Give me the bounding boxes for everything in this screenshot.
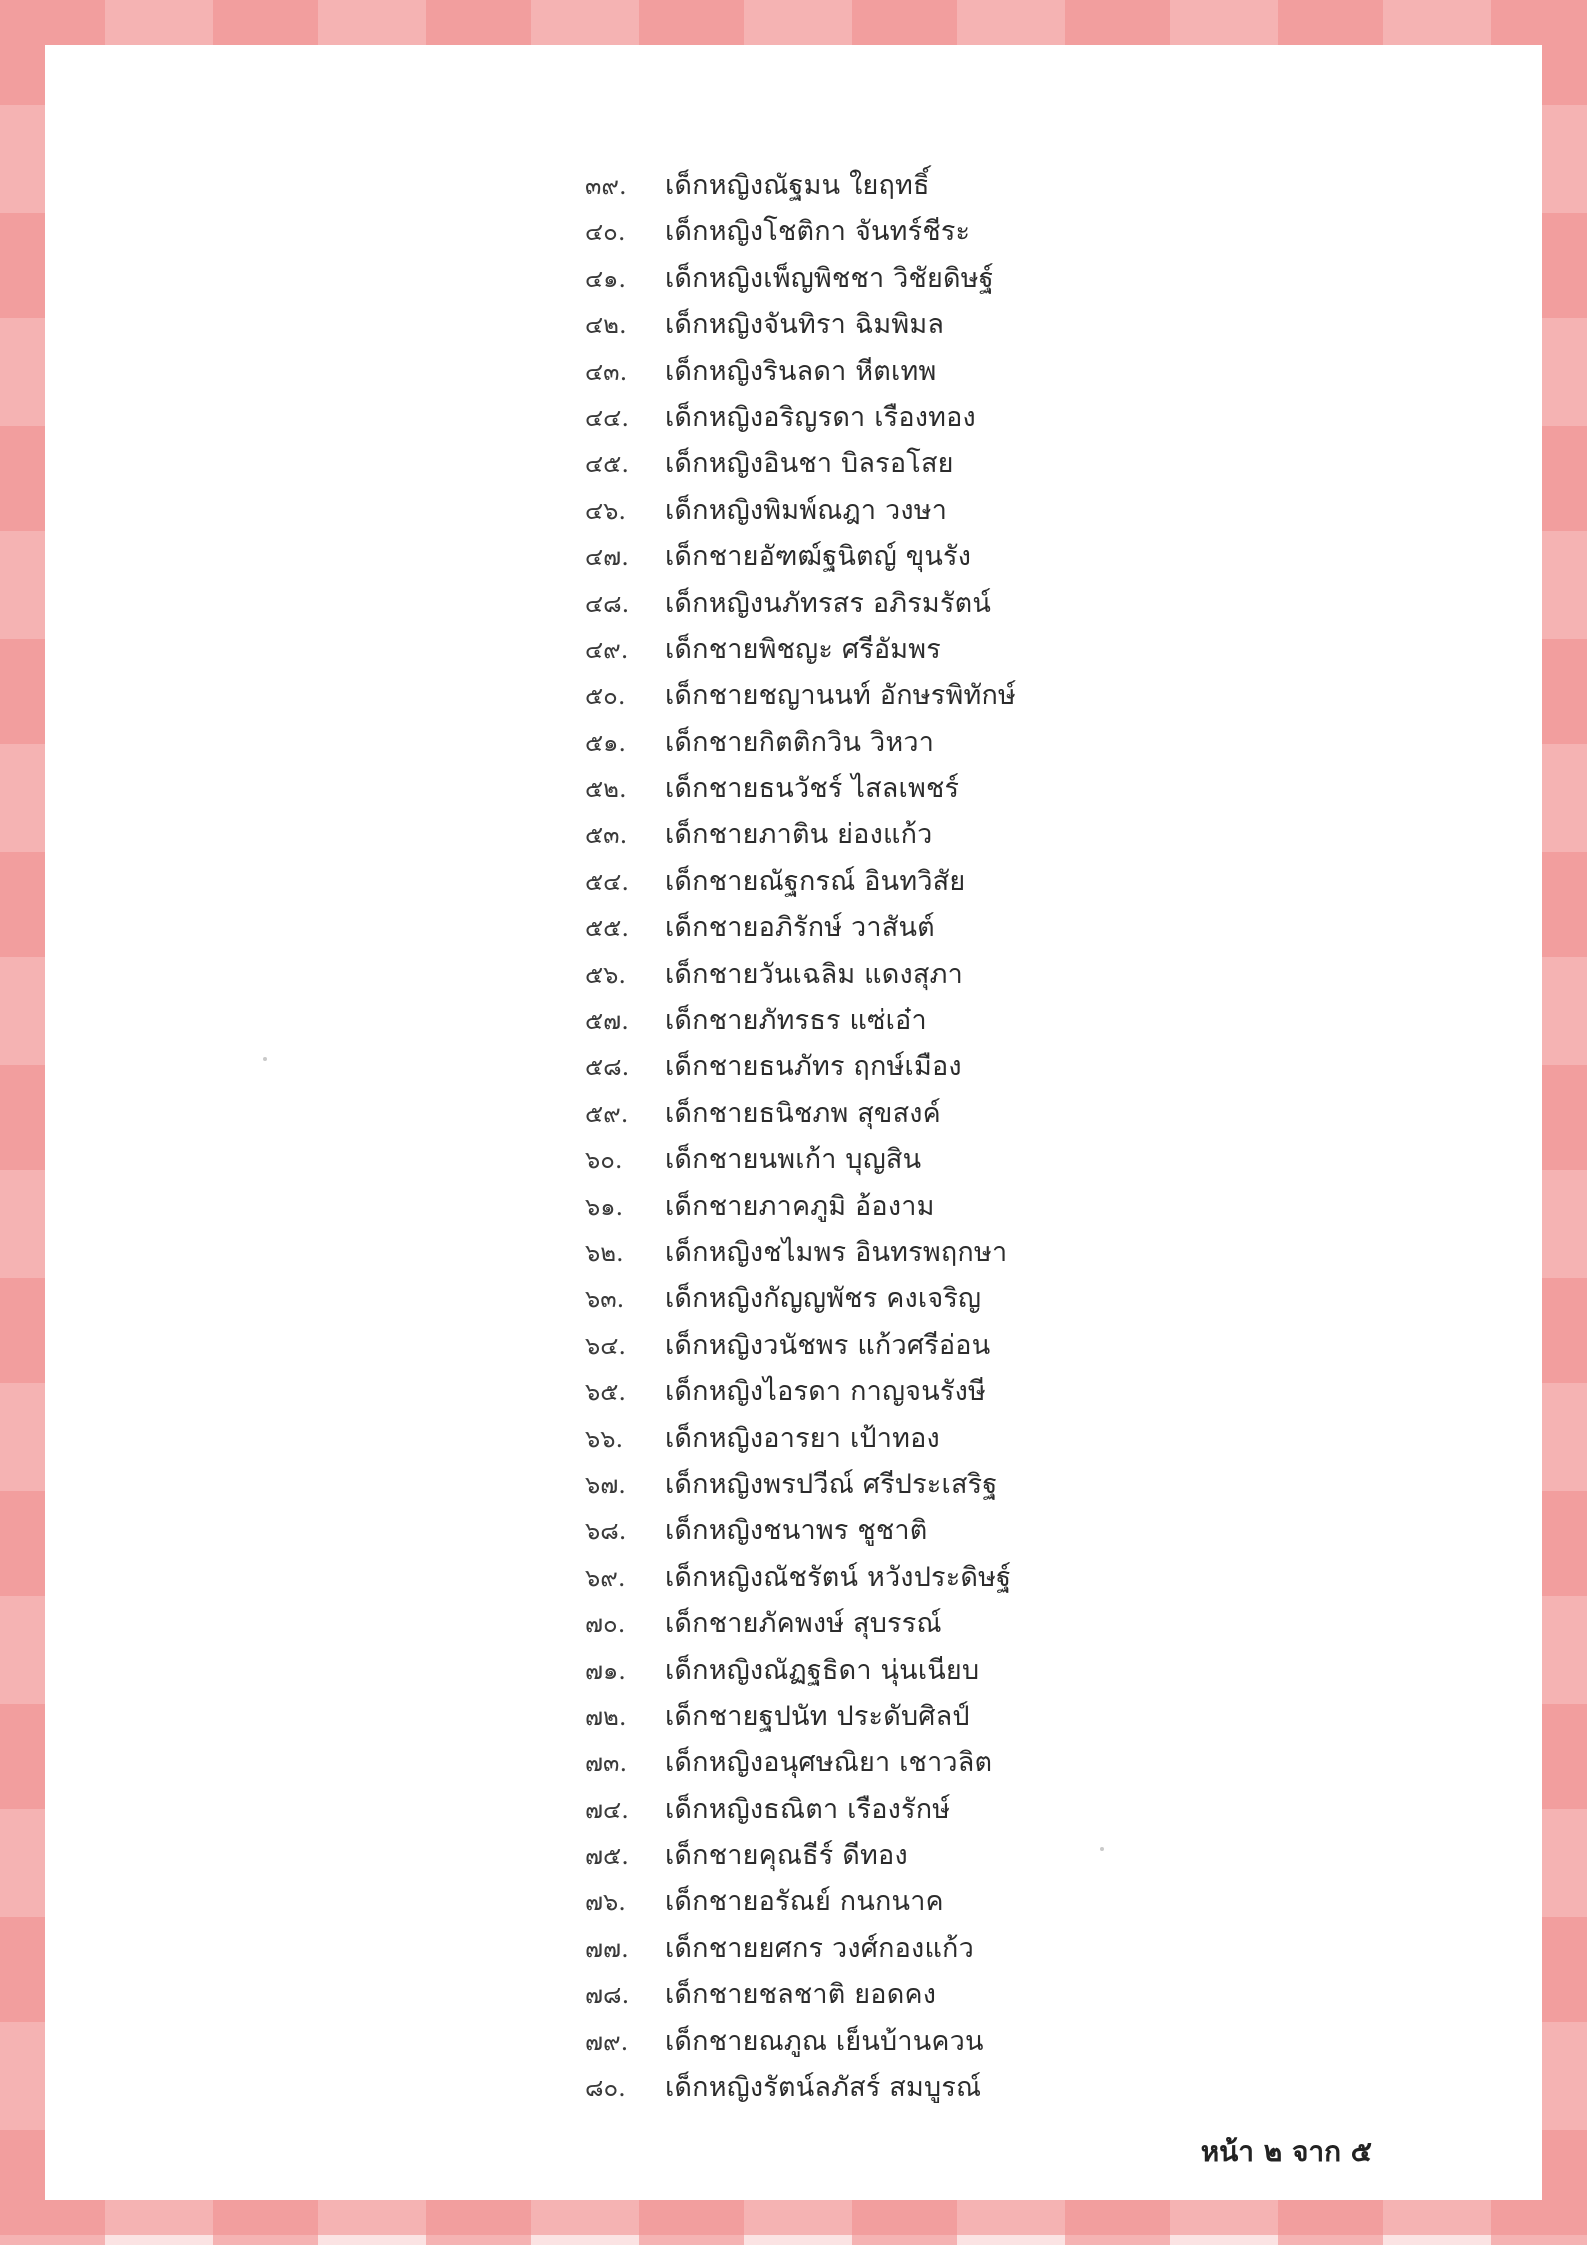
list-item	[585, 1601, 1016, 1647]
list-item-number: ๕๔.	[585, 867, 629, 896]
list-item-number: ๗๐.	[585, 1610, 626, 1639]
list-item-name: เด็กหญิงอินชา บิลรอโสย	[665, 448, 954, 480]
list-item-name: เด็กหญิงชไมพร อินทรพฤกษา	[665, 1236, 1008, 1268]
list-item-number: ๔๓.	[585, 357, 628, 386]
list-item-number: ๔๑.	[585, 264, 627, 293]
list-item-name: เด็กหญิงอนุศษณิยา เชาวลิต	[665, 1747, 993, 1779]
list-item-name: เด็กหญิงนภัทรสร อภิรมรัตน์	[665, 587, 992, 619]
list-item	[585, 998, 1016, 1044]
list-item	[585, 349, 1016, 395]
list-item-name: เด็กชายภัทรธร แซ่เอ๋า	[665, 1005, 927, 1037]
list-item-number: ๖๙.	[585, 1563, 626, 1592]
list-item	[585, 952, 1016, 998]
list-item-name: เด็กหญิงอริญรดา เรืองทอง	[665, 401, 976, 433]
scan-speck	[1100, 1847, 1104, 1851]
list-item-number: ๕๐.	[585, 682, 626, 711]
list-item-number: ๕๒.	[585, 775, 627, 804]
list-item-number: ๕๗.	[585, 1007, 629, 1036]
list-item-number: ๖๗.	[585, 1470, 626, 1499]
list-item-name: เด็กหญิงรินลดา หีตเทพ	[665, 355, 937, 387]
list-item	[585, 905, 1016, 951]
list-item	[585, 581, 1016, 627]
list-item-name: เด็กชายธนวัชร์ ไสลเพชร์	[665, 773, 960, 805]
list-item	[585, 627, 1016, 673]
list-item	[585, 1276, 1016, 1322]
list-item-name: เด็กชายอภิรักษ์ วาสันต์	[665, 912, 935, 944]
list-item	[585, 1416, 1016, 1462]
list-item-number: ๗๑.	[585, 1656, 626, 1685]
list-item	[585, 1879, 1016, 1925]
list-item-number: ๗๗.	[585, 1934, 629, 1963]
list-item-name: เด็กหญิงณัฐมน ใยฤทธิ์	[665, 170, 930, 201]
list-item-name: เด็กหญิงพิมพ์ณฎา วงษา	[665, 494, 948, 526]
scan-speck	[263, 1057, 267, 1061]
list-item-name: เด็กชายอัฑฒ์ฐนิตญ์ ขุนรัง	[665, 541, 972, 573]
list-item-name: เด็กชายณภูณ เย็นบ้านควน	[665, 2025, 984, 2057]
list-item-name: เด็กหญิงชนาพร ชูชาติ	[665, 1515, 928, 1547]
list-item	[585, 720, 1016, 766]
list-item-number: ๖๖.	[585, 1424, 624, 1453]
list-item-name: เด็กชายคุณธีร์ ดีทอง	[665, 1840, 908, 1872]
list-item	[585, 1091, 1016, 1137]
list-item	[585, 256, 1016, 302]
list-item	[585, 534, 1016, 580]
list-item-number: ๔๙.	[585, 635, 629, 664]
list-item-name: เด็กหญิงรัตน์ลภัสร์ สมบูรณ์	[665, 2072, 982, 2104]
list-item	[585, 1184, 1016, 1230]
list-item-number: ๔๔.	[585, 403, 629, 432]
list-item-name: เด็กหญิงวนัชพร แก้วศรีอ่อน	[665, 1329, 991, 1361]
list-item-number: ๖๘.	[585, 1517, 627, 1546]
list-item	[585, 1694, 1016, 1740]
list-item	[585, 1926, 1016, 1972]
list-item-name: เด็กหญิงกัญญพัชร คงเจริญ	[665, 1283, 982, 1315]
list-item	[585, 1833, 1016, 1879]
list-item	[585, 859, 1016, 905]
list-item-name: เด็กหญิงไอรดา กาญจนรังษี	[665, 1376, 986, 1408]
list-item	[585, 1648, 1016, 1694]
list-item	[585, 1230, 1016, 1276]
list-item-number: ๔๐.	[585, 218, 626, 247]
list-item	[585, 1508, 1016, 1554]
document-page	[45, 45, 1542, 2200]
list-item	[585, 2019, 1016, 2065]
list-item-number: ๕๖.	[585, 960, 627, 989]
list-item-name: เด็กชายกิตติกวิน วิหวา	[665, 726, 935, 758]
list-item-number: ๗๔.	[585, 1795, 629, 1824]
list-item-number: ๔๒.	[585, 311, 627, 340]
list-item	[585, 1787, 1016, 1833]
list-item-number: ๘๐.	[585, 2074, 626, 2103]
list-item-number: ๖๔.	[585, 1331, 627, 1360]
list-item-number: ๗๘.	[585, 1981, 630, 2010]
list-item-name: เด็กชายฐปนัท ประดับศิลป์	[665, 1700, 970, 1732]
list-item-name: เด็กหญิงพรปวีณ์ ศรีประเสริฐ	[665, 1468, 998, 1500]
list-item-name: เด็กชายธนภัทร ฤกษ์เมือง	[665, 1051, 962, 1083]
list-item-number: ๖๑.	[585, 1192, 624, 1221]
list-item-name: เด็กหญิงณัชรัตน์ หวังประดิษฐ์	[665, 1561, 1012, 1593]
list-item-name: เด็กชายชญานนท์ อักษรพิทักษ์	[665, 680, 1017, 712]
list-item-number: ๗๙.	[585, 2027, 629, 2056]
list-item-name: เด็กชายยศกร วงศ์กองแก้ว	[665, 1932, 974, 1964]
list-item	[585, 766, 1016, 812]
list-item-name: เด็กหญิงธณิตา เรืองรักษ์	[665, 1793, 951, 1825]
list-item	[585, 1740, 1016, 1786]
list-item-number: ๕๘.	[585, 1053, 630, 1082]
list-item-number: ๖๐.	[585, 1146, 623, 1175]
list-item	[585, 488, 1016, 534]
list-item-number: ๗๕.	[585, 1842, 629, 1871]
list-item	[585, 812, 1016, 858]
list-item	[585, 302, 1016, 348]
list-item-number: ๔๖.	[585, 496, 627, 525]
list-item-name: เด็กหญิงเพ็ญพิชชา วิชัยดิษฐ์	[665, 262, 994, 294]
list-item-name: เด็กชายพิชญะ ศรีอัมพร	[665, 633, 941, 665]
list-item-name: เด็กหญิงโชติกา จันทร์ชีระ	[665, 216, 971, 248]
list-item-name: เด็กหญิงจันทิรา ฉิมพิมล	[665, 309, 945, 341]
list-item-number: ๕๑.	[585, 728, 627, 757]
list-item-name: เด็กหญิงอารยา เป้าทอง	[665, 1422, 940, 1454]
list-item-name: เด็กชายภาติน ย่องแก้ว	[665, 819, 933, 851]
list-item-number: ๗๒.	[585, 1702, 627, 1731]
list-item-name: เด็กหญิงณัฏฐธิดา นุ่นเนียบ	[665, 1654, 980, 1686]
list-item-number: ๖๓.	[585, 1285, 625, 1314]
list-item	[585, 1555, 1016, 1601]
list-item-name: เด็กชายชลชาติ ยอดคง	[665, 1979, 937, 2011]
list-item-number: ๕๕.	[585, 914, 629, 943]
list-item-number: ๖๕.	[585, 1378, 627, 1407]
list-item-name: เด็กชายภาคภูมิ อ้องาม	[665, 1190, 935, 1222]
list-item	[585, 673, 1016, 719]
list-item-number: ๔๘.	[585, 589, 630, 618]
list-item-name: เด็กชายวันเฉลิม แดงสุภา	[665, 958, 963, 990]
list-item	[585, 209, 1016, 255]
student-name-list	[585, 163, 1016, 2111]
page-number: หน้า ๒ จาก ๕	[1200, 2135, 1372, 2168]
list-item-number: ๕๓.	[585, 821, 628, 850]
list-item-number: ๔๗.	[585, 543, 629, 572]
list-item	[585, 1369, 1016, 1415]
list-item	[585, 1137, 1016, 1183]
list-item	[585, 1972, 1016, 2018]
list-item	[585, 395, 1016, 441]
list-item	[585, 1044, 1016, 1090]
list-item-number: ๖๒.	[585, 1238, 624, 1267]
list-item	[585, 1462, 1016, 1508]
list-item-name: เด็กชายนพเก้า บุญสิน	[665, 1144, 922, 1176]
list-item-name: เด็กชายธนิชภพ สุขสงค์	[665, 1097, 941, 1129]
list-item	[585, 441, 1016, 487]
list-item	[585, 1323, 1016, 1369]
list-item-number: ๓๙.	[585, 172, 627, 200]
list-item-name: เด็กชายภัคพงษ์ สุบรรณ์	[665, 1608, 942, 1640]
list-item-name: เด็กชายณัฐกรณ์ อินทวิสัย	[665, 865, 966, 897]
list-item-number: ๗๓.	[585, 1749, 628, 1778]
list-item-number: ๔๕.	[585, 450, 629, 479]
list-item-number: ๕๙.	[585, 1099, 629, 1128]
list-item-number: ๗๖.	[585, 1888, 626, 1917]
list-item	[585, 2065, 1016, 2111]
list-item-name: เด็กชายอรัณย์ กนกนาค	[665, 1886, 944, 1918]
list-item	[585, 163, 1016, 209]
